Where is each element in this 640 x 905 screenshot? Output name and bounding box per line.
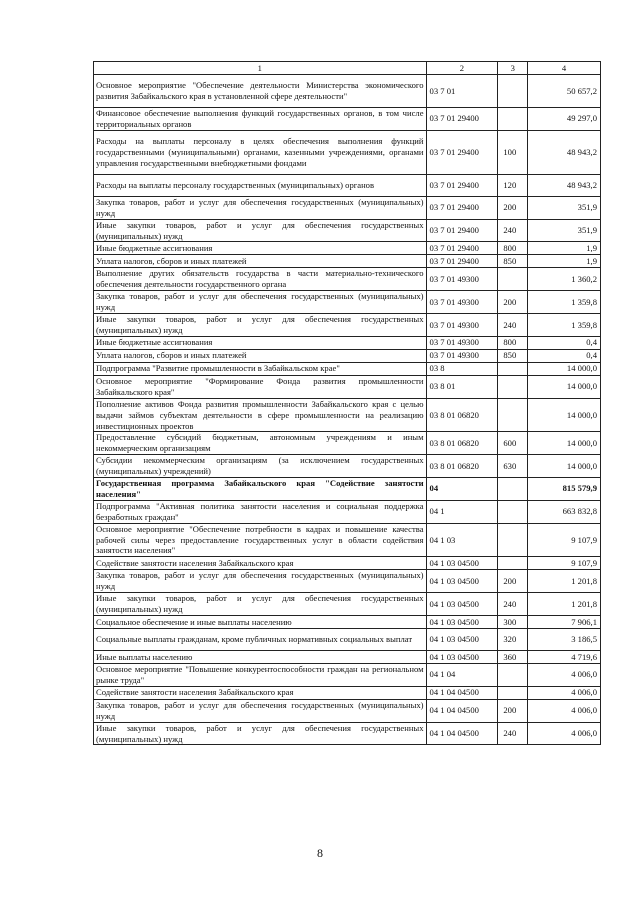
row-type: 240 [498,314,528,337]
row-type [498,523,528,557]
row-name: Социальное обеспечение и иные выплаты населению [94,616,427,629]
table-row [94,349,601,362]
row-type: 240 [498,722,528,745]
row-code: 03 8 01 06820 [426,455,498,478]
row-amount: 14 000,0 [528,375,601,398]
row-name: Подпрограмма "Развитие промышленности в Забайкальском крае" [94,362,427,375]
table-row [94,686,601,699]
row-code: 04 1 03 04500 [426,570,498,593]
row-code: 04 [426,478,498,501]
table-row [94,242,601,255]
row-type [498,75,528,108]
row-code: 04 1 03 04500 [426,629,498,651]
row-amount: 663 832,8 [528,500,601,523]
row-type [498,500,528,523]
row-name: Основное мероприятие "Обеспечение деятельности Министерства экономического развития Забайкальского края в установленной сфере деятельности" [94,75,427,108]
row-code: 03 8 [426,362,498,375]
row-amount: 14 000,0 [528,455,601,478]
table-row [94,629,601,651]
row-amount: 9 107,9 [528,557,601,570]
row-name: Иные бюджетные ассигнования [94,336,427,349]
row-name: Выполнение других обязательств государства в части материально-технического обеспечения деятельности государственного органа [94,268,427,291]
row-code: 04 1 03 04500 [426,557,498,570]
row-type: 850 [498,349,528,362]
row-type [498,268,528,291]
row-code: 04 1 04 04500 [426,699,498,722]
row-name: Уплата налогов, сборов и иных платежей [94,349,427,362]
row-code: 04 1 03 04500 [426,593,498,616]
page-number: 8 [317,846,323,860]
row-type: 240 [498,219,528,242]
row-name: Иные выплаты населению [94,651,427,664]
table-row [94,455,601,478]
row-amount: 1 359,8 [528,314,601,337]
header-col-2: 2 [426,62,498,75]
row-name: Закупка товаров, работ и услуг для обеспечения государственных (муниципальных) нужд [94,570,427,593]
row-type: 320 [498,629,528,651]
row-type: 120 [498,174,528,196]
row-code: 03 7 01 29400 [426,255,498,268]
table-row [94,722,601,745]
row-amount: 48 943,2 [528,174,601,196]
row-code: 04 1 03 [426,523,498,557]
row-code: 03 8 01 [426,375,498,398]
row-code: 03 7 01 49300 [426,336,498,349]
table-row [94,362,601,375]
row-name: Содействие занятости населения Забайкальского края [94,686,427,699]
table-row [94,398,601,432]
row-type [498,375,528,398]
budget-table [93,61,601,745]
row-name: Основное мероприятие "Обеспечение потребности в кадрах и повышение качества рабочей силы через предоставление государственных услуг в области содействия занятости населения" [94,523,427,557]
row-type [498,557,528,570]
row-amount: 1 201,8 [528,593,601,616]
row-amount: 351,9 [528,196,601,219]
row-name: Иные закупки товаров, работ и услуг для обеспечения государственных (муниципальных) нужд [94,314,427,337]
header-col-3: 3 [498,62,528,75]
row-amount: 4 006,0 [528,699,601,722]
row-type: 360 [498,651,528,664]
budget-table-body [94,62,601,745]
row-amount: 0,4 [528,349,601,362]
row-type [498,664,528,687]
row-amount: 1 359,8 [528,291,601,314]
row-amount: 1 360,2 [528,268,601,291]
row-type: 600 [498,432,528,455]
row-code: 04 1 [426,500,498,523]
row-name: Содействие занятости населения Забайкальского края [94,557,427,570]
table-row [94,375,601,398]
header-col-1: 1 [94,62,427,75]
row-name: Закупка товаров, работ и услуг для обеспечения государственных (муниципальных) нужд [94,291,427,314]
table-row [94,478,601,501]
row-amount: 49 297,0 [528,108,601,131]
row-code: 03 8 01 06820 [426,398,498,432]
row-name: Закупка товаров, работ и услуг для обеспечения государственных (муниципальных) нужд [94,196,427,219]
row-type [498,108,528,131]
row-amount: 351,9 [528,219,601,242]
table-row [94,196,601,219]
row-name: Иные бюджетные ассигнования [94,242,427,255]
row-code: 03 7 01 29400 [426,219,498,242]
row-type [498,362,528,375]
row-code: 03 7 01 49300 [426,291,498,314]
row-amount: 9 107,9 [528,523,601,557]
table-row [94,500,601,523]
row-code: 03 7 01 49300 [426,349,498,362]
row-name: Иные закупки товаров, работ и услуг для обеспечения государственных (муниципальных) нужд [94,593,427,616]
row-amount: 50 657,2 [528,75,601,108]
row-code: 03 7 01 29400 [426,174,498,196]
row-code: 04 1 04 [426,664,498,687]
row-type: 100 [498,130,528,174]
row-name: Пополнение активов Фонда развития промышленности Забайкальского края с целью выдачи займов субъектам деятельности в сфере промышленности на реализацию инвестиционных проектов [94,398,427,432]
document-page [93,61,601,745]
row-name: Социальные выплаты гражданам, кроме публичных нормативных социальных выплат [94,629,427,651]
row-type: 630 [498,455,528,478]
row-code: 04 1 03 04500 [426,651,498,664]
row-type: 800 [498,242,528,255]
row-code: 03 7 01 29400 [426,130,498,174]
row-name: Субсидии некоммерческим организациям (за исключением государственных (муниципальных) учреждений) [94,455,427,478]
row-name: Предоставление субсидий бюджетным, автономным учреждениям и иным некоммерческим организациям [94,432,427,455]
row-type: 200 [498,570,528,593]
row-name: Расходы на выплаты персоналу в целях обеспечения выполнения функций государственными (муниципальными) органами, казенными учреждениями, органами управления государственными внебюджетными фондами [94,130,427,174]
row-code: 03 7 01 49300 [426,314,498,337]
row-code: 03 7 01 29400 [426,242,498,255]
row-type: 200 [498,196,528,219]
row-code: 04 1 03 04500 [426,616,498,629]
table-row [94,593,601,616]
row-amount: 4 006,0 [528,664,601,687]
row-code: 04 1 04 04500 [426,686,498,699]
row-type [498,686,528,699]
table-row [94,570,601,593]
table-row [94,699,601,722]
table-row [94,174,601,196]
row-amount: 14 000,0 [528,398,601,432]
row-type: 850 [498,255,528,268]
row-name: Государственная программа Забайкальского края "Содействие занятости населения" [94,478,427,501]
row-name: Финансовое обеспечение выполнения функций государственных органов, в том числе территориальных органов [94,108,427,131]
table-row [94,219,601,242]
table-row [94,268,601,291]
row-amount: 0,4 [528,336,601,349]
row-amount: 1,9 [528,255,601,268]
table-row [94,616,601,629]
row-type: 240 [498,593,528,616]
row-name: Основное мероприятие "Формирование Фонда развития промышленности Забайкальского края" [94,375,427,398]
table-row [94,255,601,268]
table-row [94,130,601,174]
row-code: 03 7 01 [426,75,498,108]
row-type: 200 [498,291,528,314]
row-type: 200 [498,699,528,722]
row-amount: 4 719,6 [528,651,601,664]
row-name: Расходы на выплаты персоналу государственных (муниципальных) органов [94,174,427,196]
row-amount: 1,9 [528,242,601,255]
row-amount: 7 906,1 [528,616,601,629]
row-name: Закупка товаров, работ и услуг для обеспечения государственных (муниципальных) нужд [94,699,427,722]
table-row [94,523,601,557]
table-row [94,336,601,349]
row-name: Основное мероприятие "Повышение конкурентоспособности граждан на региональном рынке труда" [94,664,427,687]
row-code: 03 7 01 29400 [426,196,498,219]
row-type: 800 [498,336,528,349]
row-amount: 14 000,0 [528,362,601,375]
row-code: 03 7 01 29400 [426,108,498,131]
row-name: Иные закупки товаров, работ и услуг для обеспечения государственных (муниципальных) нужд [94,722,427,745]
row-name: Подпрограмма "Активная политика занятости населения и социальная поддержка безработных граждан" [94,500,427,523]
row-type: 300 [498,616,528,629]
table-row [94,432,601,455]
table-row [94,108,601,131]
row-amount: 4 006,0 [528,722,601,745]
table-row [94,314,601,337]
row-amount: 48 943,2 [528,130,601,174]
table-row [94,75,601,108]
header-col-4: 4 [528,62,601,75]
row-type [498,478,528,501]
row-amount: 14 000,0 [528,432,601,455]
row-name: Иные закупки товаров, работ и услуг для обеспечения государственных (муниципальных) нужд [94,219,427,242]
row-name: Уплата налогов, сборов и иных платежей [94,255,427,268]
row-amount: 815 579,9 [528,478,601,501]
row-code: 04 1 04 04500 [426,722,498,745]
table-row [94,291,601,314]
row-amount: 1 201,8 [528,570,601,593]
row-amount: 3 186,5 [528,629,601,651]
row-amount: 4 006,0 [528,686,601,699]
table-row [94,557,601,570]
table-header-row [94,62,601,75]
row-code: 03 8 01 06820 [426,432,498,455]
table-row [94,651,601,664]
table-row [94,664,601,687]
row-code: 03 7 01 49300 [426,268,498,291]
row-type [498,398,528,432]
